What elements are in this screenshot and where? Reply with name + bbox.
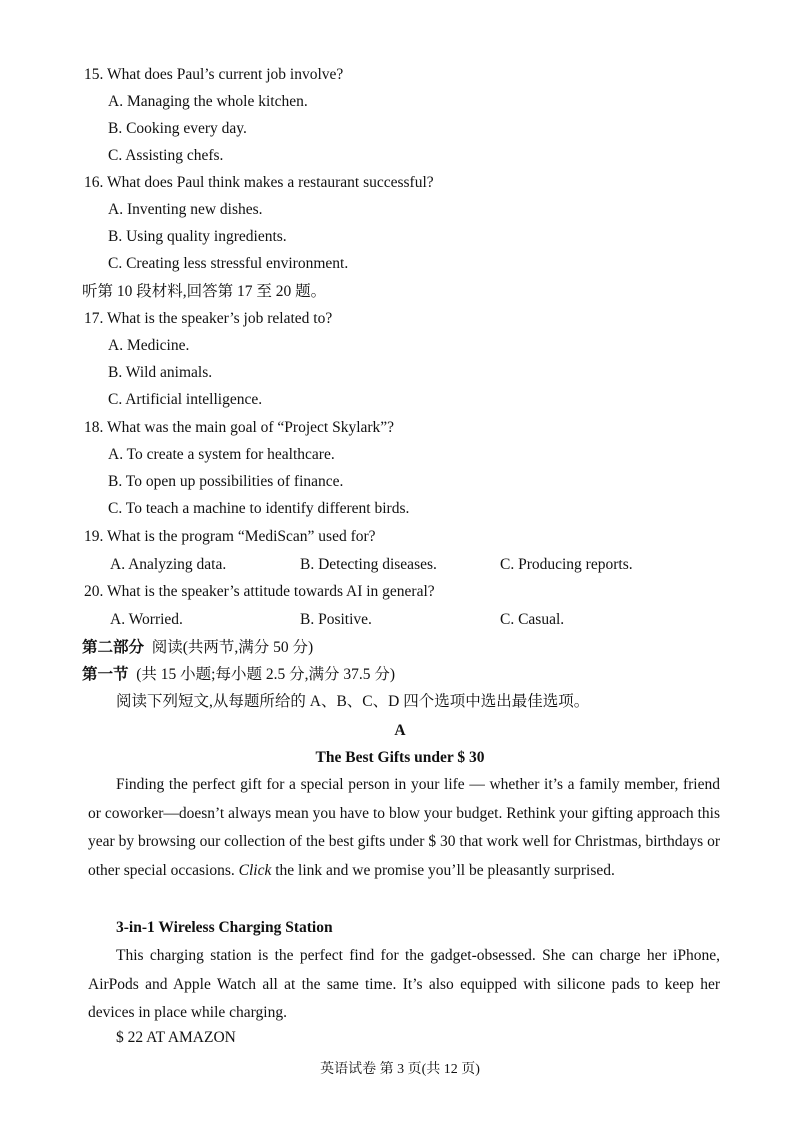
passage-intro-end: the link and we promise you’ll be pleasantly surprised. xyxy=(275,861,615,879)
item-1-title: 3-in-1 Wireless Charging Station xyxy=(116,919,333,936)
part-2-heading xyxy=(82,638,313,658)
section-1-heading xyxy=(82,665,395,685)
passage-intro xyxy=(88,771,720,885)
question-20-option-c: C. Casual. xyxy=(500,611,565,628)
question-19-option-c: C. Producing reports. xyxy=(500,556,633,573)
question-19-stem: 19. What is the program “MediScan” used for? xyxy=(84,528,376,545)
passage-title: The Best Gifts under $ 30 xyxy=(315,749,485,766)
question-19-option-a: A. Analyzing data. xyxy=(110,556,227,573)
question-18-option-c: C. To teach a machine to identify different birds. xyxy=(108,500,410,517)
section-1-label: 第一节 xyxy=(82,666,129,683)
passage-intro-click: Click xyxy=(238,861,272,879)
question-16-option-c: C. Creating less stressful environment. xyxy=(108,255,349,272)
question-15-option-c: C. Assisting chefs. xyxy=(108,147,224,164)
question-17-stem: 17. What is the speaker’s job related to? xyxy=(84,310,333,327)
question-16-option-b: B. Using quality ingredients. xyxy=(108,228,287,245)
question-15-option-a: A. Managing the whole kitchen. xyxy=(108,93,308,110)
question-18-option-b: B. To open up possibilities of finance. xyxy=(108,473,344,490)
question-15-option-b: B. Cooking every day. xyxy=(108,120,247,137)
question-20-stem: 20. What is the speaker’s attitude towards AI in general? xyxy=(84,583,435,600)
section-10-instruction: 听第 10 段材料,回答第 17 至 20 题。 xyxy=(82,283,327,300)
question-16-option-a: A. Inventing new dishes. xyxy=(108,201,263,218)
page-footer: 英语试卷 第 3 页(共 12 页) xyxy=(320,1062,480,1077)
passage-letter: A xyxy=(394,722,406,739)
part-2-label: 第二部分 xyxy=(82,639,145,656)
reading-instruction: 阅读下列短文,从每题所给的 A、B、C、D 四个选项中选出最佳选项。 xyxy=(116,693,590,710)
question-17-option-a: A. Medicine. xyxy=(108,337,190,354)
question-18-stem: 18. What was the main goal of “Project Skylark”? xyxy=(84,419,395,436)
passage-intro-text: Finding the perfect gift for a special person in your life — whether it’s a family member, friend or coworker—doesn’t always mean you have to blow your budget. Rethink your gifting approach this year by browsing our collection of the best gifts under $ 30 that work well for Christmas, birthdays or other special occasions. xyxy=(88,776,720,879)
question-19-option-b: B. Detecting diseases. xyxy=(300,556,437,573)
item-1-body xyxy=(88,942,720,1028)
part-2-description: 阅读(共两节,满分 50 分) xyxy=(151,639,314,656)
section-1-description: (共 15 小题;每小题 2.5 分,满分 37.5 分) xyxy=(136,666,396,683)
question-20-option-a: A. Worried. xyxy=(110,611,183,628)
question-18-option-a: A. To create a system for healthcare. xyxy=(108,446,335,463)
question-17-option-b: B. Wild animals. xyxy=(108,364,213,381)
item-1-price: $ 22 AT AMAZON xyxy=(116,1029,236,1046)
item-1-body-text: This charging station is the perfect find for the gadget-obsessed. She can charge her iPhone, AirPods and Apple Watch all at the same time. It’s also equipped with silicone pads to keep her devices in place while charging. xyxy=(88,947,720,1021)
question-15-stem: 15. What does Paul’s current job involve? xyxy=(84,66,344,83)
question-16-stem: 16. What does Paul think makes a restaurant successful? xyxy=(84,174,434,191)
question-20-option-b: B. Positive. xyxy=(300,611,372,628)
question-17-option-c: C. Artificial intelligence. xyxy=(108,391,263,408)
